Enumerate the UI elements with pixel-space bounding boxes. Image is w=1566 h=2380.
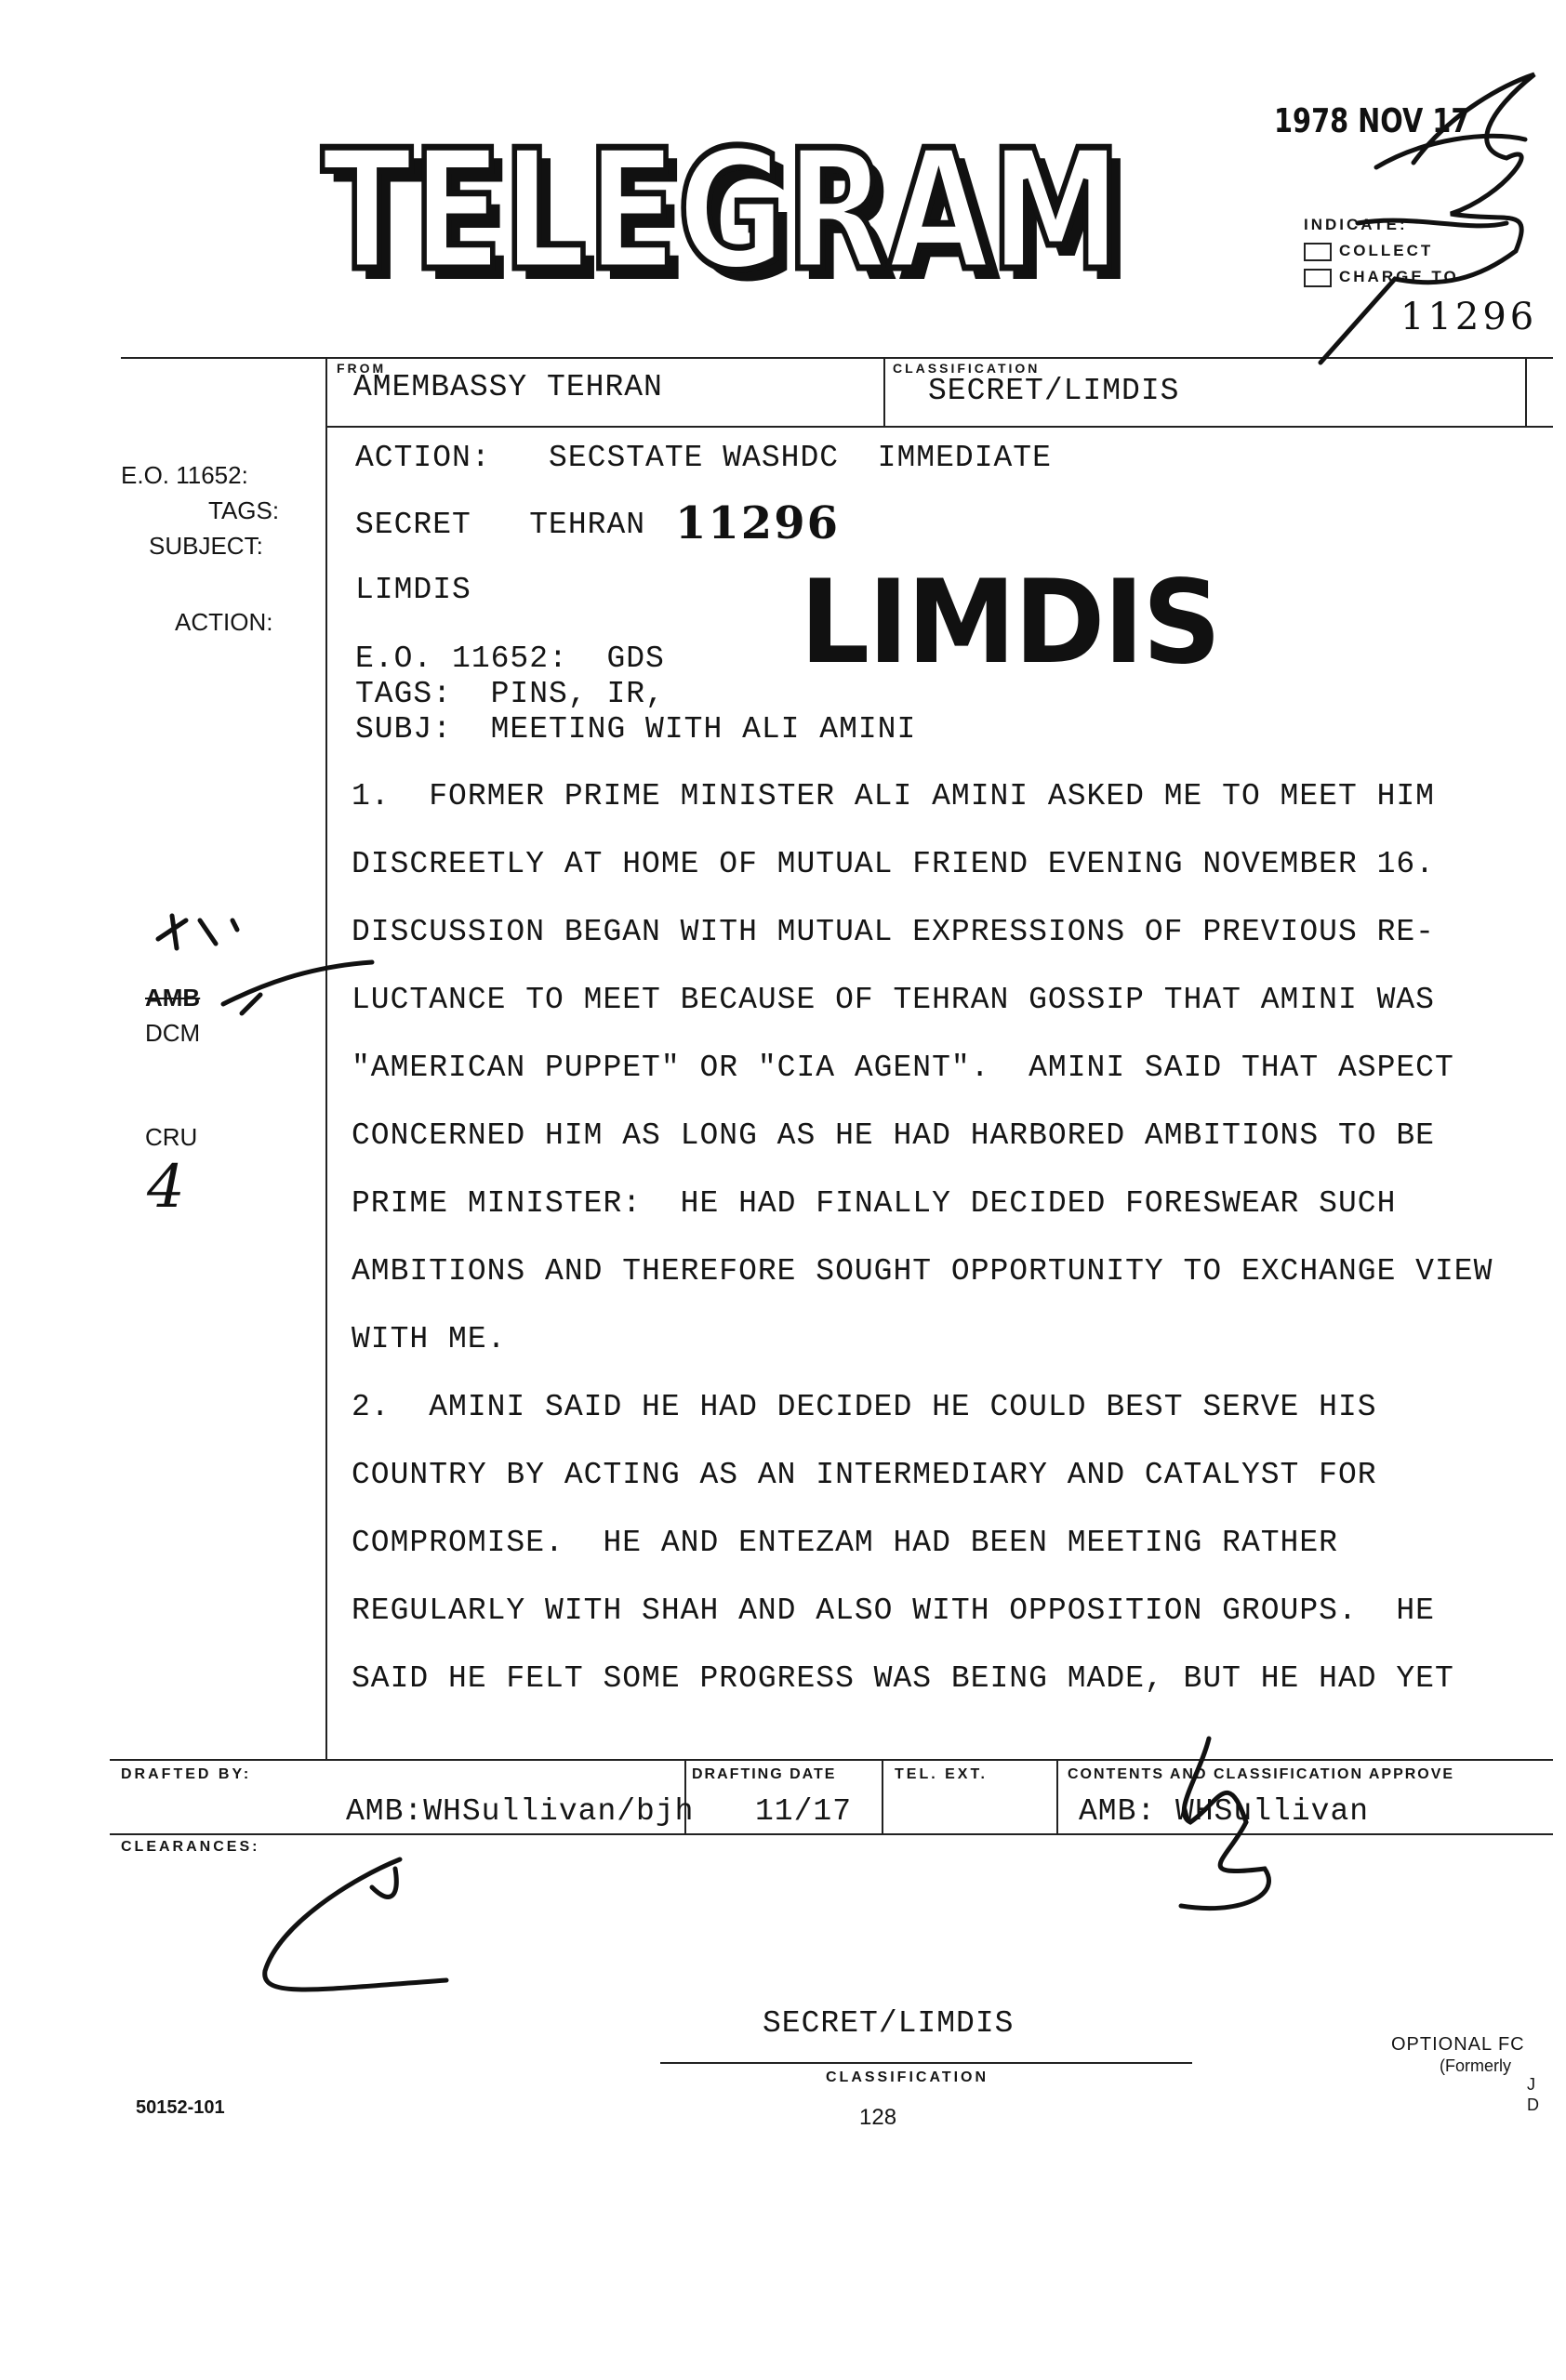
from-value: AMEMBASSY TEHRAN <box>353 370 663 404</box>
body-line: CONCERNED HIM AS LONG AS HE HAD HARBORED AMBITIONS TO BE <box>352 1118 1435 1153</box>
charge-label: CHARGE TO <box>1339 268 1459 285</box>
limdis-stamp: LIMDIS <box>800 554 1220 690</box>
body-line: "AMERICAN PUPPET" OR "CIA AGENT". AMINI SAID THAT ASPECT <box>352 1051 1454 1085</box>
form-number: 50152-101 <box>136 2097 225 2118</box>
tags-label: TAGS: <box>208 496 280 524</box>
optional-form: OPTIONAL FC <box>1391 2034 1525 2055</box>
charge-checkbox <box>1304 269 1332 287</box>
bottom-classification: SECRET/LIMDIS <box>763 2006 1015 2041</box>
amb-initial-check <box>223 962 372 1013</box>
tags-line: TAGS: PINS, IR, <box>355 677 665 711</box>
body-line: DISCUSSION BEGAN WITH MUTUAL EXPRESSIONS OF PREVIOUS RE- <box>352 915 1435 949</box>
secret-line: SECRET TEHRAN <box>355 508 646 542</box>
drafted-by-label: DRAFTED BY: <box>121 1766 252 1782</box>
indicator-label: INDICATE: <box>1304 216 1408 233</box>
body-line: LUCTANCE TO MEET BECAUSE OF TEHRAN GOSSIP THAT AMINI WAS <box>352 983 1435 1017</box>
routing-cru: CRU <box>145 1123 198 1151</box>
body-line: 1. FORMER PRIME MINISTER ALI AMINI ASKED ME TO MEET HIM <box>352 779 1435 813</box>
charge-option <box>1304 264 1459 290</box>
eo-line: E.O. 11652: GDS <box>355 641 665 676</box>
footer-divider-2 <box>882 1759 883 1833</box>
body-line: COUNTRY BY ACTING AS AN INTERMEDIARY AND CATALYST FOR <box>352 1458 1377 1492</box>
telegram-masthead <box>316 128 1135 291</box>
approval-label: CONTENTS AND CLASSIFICATION APPROVE <box>1068 1766 1455 1782</box>
classification-label: CLASSIFICATION <box>893 361 1041 376</box>
action-line: ACTION: SECSTATE WASHDC IMMEDIATE <box>355 441 1052 475</box>
footer-top-rule <box>110 1759 1553 1761</box>
eo-label: E.O. 11652: <box>121 461 248 489</box>
footer-divider-3 <box>1056 1759 1058 1833</box>
body-line: DISCREETLY AT HOME OF MUTUAL FRIEND EVENING NOVEMBER 16. <box>352 847 1435 881</box>
subject-label: SUBJECT: <box>149 532 263 560</box>
clearance-initial <box>265 1859 446 1990</box>
serial-partial: 11296 <box>1400 296 1538 338</box>
classification-value: SECRET/LIMDIS <box>928 374 1180 408</box>
message-body <box>352 779 1560 1729</box>
routing-dcm: DCM <box>145 1019 201 1047</box>
drafted-by-value: AMB:WHSullivan/bjh <box>346 1794 695 1829</box>
collect-checkbox <box>1304 243 1332 261</box>
masthead-title: TELEGRAM <box>322 128 1121 291</box>
formerly-text: (Formerly <box>1440 2056 1511 2075</box>
masthead-shadow: TELEGRAM <box>333 128 1133 291</box>
drafting-date-label: DRAFTING DATE <box>692 1766 837 1782</box>
received-date-stamp: 1978 NOV 17 <box>1274 102 1470 140</box>
routing-initials <box>158 916 237 948</box>
subj-line: SUBJ: MEETING WITH ALI AMINI <box>355 712 917 747</box>
body-line: PRIME MINISTER: HE HAD FINALLY DECIDED FORESWEAR SUCH <box>352 1186 1397 1221</box>
classification-caption: CLASSIFICATION <box>826 2069 989 2085</box>
action-label: ACTION: <box>175 608 273 636</box>
body-line: 2. AMINI SAID HE HAD DECIDED HE COULD BEST SERVE HIS <box>352 1390 1377 1424</box>
classification-rule <box>660 2062 1192 2064</box>
routing-cru-count: 4 <box>147 1153 185 1222</box>
body-line: AMBITIONS AND THEREFORE SOUGHT OPPORTUNITY TO EXCHANGE VIEW <box>352 1254 1493 1289</box>
collect-label: COLLECT <box>1339 242 1434 259</box>
header-bottom-rule <box>327 426 1553 428</box>
approval-value: AMB: WHSullivan <box>1079 1794 1370 1829</box>
body-line: SAID HE FELT SOME PROGRESS WAS BEING MADE, BUT HE HAD YET <box>352 1661 1454 1696</box>
indicator-block <box>1304 212 1459 290</box>
body-line: WITH ME. <box>352 1322 507 1356</box>
collect-option <box>1304 238 1459 264</box>
edge-j: J <box>1527 2075 1535 2094</box>
footer-bottom-rule <box>110 1833 1553 1835</box>
header-top-rule <box>121 357 1553 359</box>
header-right-rule <box>1525 357 1527 426</box>
drafting-date-value: 11/17 <box>755 1794 853 1829</box>
tel-ext-label: TEL. EXT. <box>895 1766 988 1782</box>
body-line: COMPROMISE. HE AND ENTEZAM HAD BEEN MEETING RATHER <box>352 1526 1338 1560</box>
clearances-label: CLEARANCES: <box>121 1839 260 1855</box>
main-left-rule <box>325 357 327 1761</box>
edge-d: D <box>1527 2096 1539 2114</box>
body-line: REGULARLY WITH SHAH AND ALSO WITH OPPOSITION GROUPS. HE <box>352 1593 1435 1628</box>
page-number: 128 <box>859 2105 897 2130</box>
limdis-line: LIMDIS <box>355 573 471 607</box>
header-divider <box>883 357 885 426</box>
serial-number: 11296 <box>675 497 840 549</box>
from-label: FROM <box>337 361 387 376</box>
routing-amb: AMB <box>145 984 201 1012</box>
